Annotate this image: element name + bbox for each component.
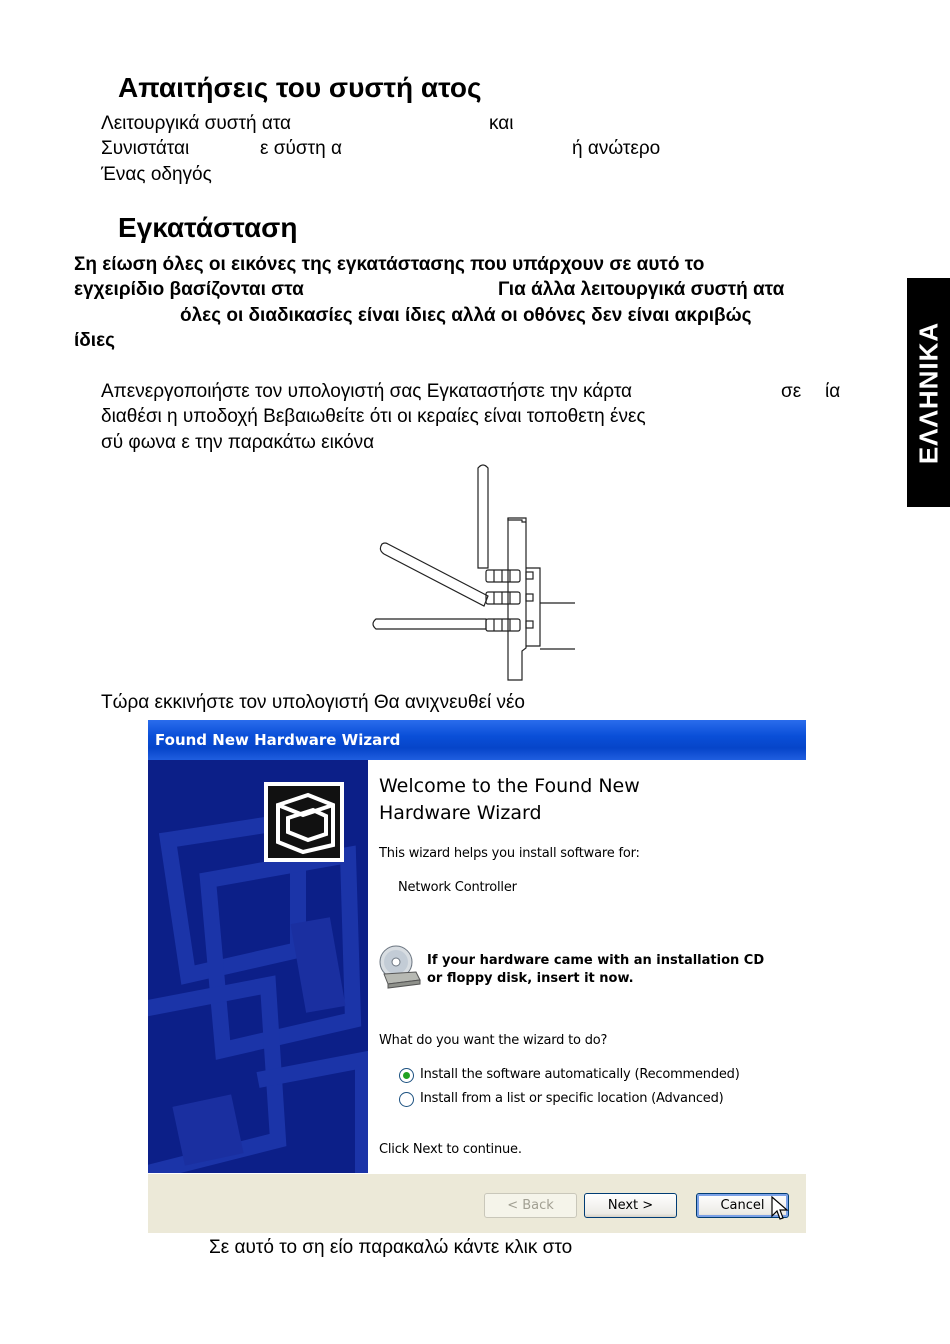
mouse-cursor-icon: [771, 1196, 789, 1222]
wizard-side-panel: [148, 760, 368, 1173]
back-button[interactable]: < Back: [484, 1193, 577, 1218]
requirements-os-label: Λειτουργικά συστή ατα: [101, 113, 292, 134]
install-note-line-2a: εγχειρίδιο βασίζονται στα: [74, 279, 304, 300]
step1-line-1c: ία: [825, 381, 841, 402]
wizard-welcome-line-1: Welcome to the Found New: [379, 775, 640, 797]
requirements-driver: Ένας οδηγός: [101, 164, 212, 185]
wizard-welcome-line-2: Hardware Wizard: [379, 802, 542, 824]
install-note-line-2b: Για άλλα λειτουργικά συστή ατα: [498, 279, 785, 300]
install-list-label[interactable]: Install from a list or specific location (Advanced): [420, 1091, 724, 1106]
install-auto-label[interactable]: Install the software automatically (Recommended): [420, 1067, 740, 1082]
requirements-os-and: και: [489, 113, 514, 134]
wizard-content: [368, 760, 806, 1173]
step1-line-3: σύ φωνα ε την παρακάτω εικόνα: [101, 432, 375, 453]
install-heading: Εγκατάσταση: [118, 212, 298, 243]
wizard-button-bar: [148, 1173, 806, 1233]
requirements-or-higher: ή ανώτερο: [572, 138, 661, 159]
wizard-titlebar[interactable]: [148, 720, 806, 760]
wizard-cd-line-2: or floppy disk, insert it now.: [427, 971, 634, 986]
install-note-line-1: Ση είωση όλες οι εικόνες της εγκατάστασης που υπάρχουν σε αυτό το: [74, 254, 705, 275]
language-side-tab-label: ΕΛΛΗΝΙΚΑ: [913, 321, 943, 464]
step1-line-2: διαθέσι η υποδοχή Βεβαιωθείτε ότι οι κεραίες είναι τοποθετη ένες: [101, 406, 646, 427]
cancel-button[interactable]: Cancel: [696, 1193, 789, 1218]
wizard-question: What do you want the wizard to do?: [379, 1033, 608, 1048]
install-note-line-4: ίδιες: [74, 330, 115, 351]
step1-line-1a: Απενεργοποιήστε τον υπολογιστή σας Εγκαταστήστε την κάρτα: [101, 381, 633, 402]
install-auto-radio[interactable]: [399, 1068, 414, 1083]
install-note-line-3: όλες οι διαδικασίες είναι ίδιες αλλά οι οθόνες δεν είναι ακριβώς: [180, 305, 752, 326]
next-button[interactable]: Next >: [584, 1193, 677, 1218]
wizard-device-name: Network Controller: [398, 880, 517, 895]
antenna-card-illustration: [368, 462, 578, 684]
wizard-intro-text: This wizard helps you install software for:: [379, 846, 640, 861]
requirements-heading: Απαιτήσεις του συστή ατος: [118, 72, 482, 103]
step3-text: Σε αυτό το ση είο παρακαλώ κάντε κλικ στο: [209, 1237, 573, 1258]
step2-text: Τώρα εκκινήστε τον υπολογιστή Θα ανιχνευθεί νέο: [101, 692, 526, 713]
found-new-hardware-wizard: [148, 720, 806, 1233]
wizard-title: Found New Hardware Wizard: [155, 731, 401, 749]
step1-line-1b: σε: [781, 381, 802, 402]
requirements-system-label: ε σύστη α: [260, 138, 342, 159]
cd-drive-icon: [378, 944, 422, 990]
language-side-tab: [907, 278, 950, 507]
wizard-side-artwork: [148, 760, 368, 1173]
wizard-cd-line-1: If your hardware came with an installation CD: [427, 953, 765, 968]
requirements-recommended-label: Συνιστάται: [101, 138, 190, 159]
install-list-radio[interactable]: [399, 1092, 414, 1107]
wizard-continue-text: Click Next to continue.: [379, 1142, 522, 1157]
